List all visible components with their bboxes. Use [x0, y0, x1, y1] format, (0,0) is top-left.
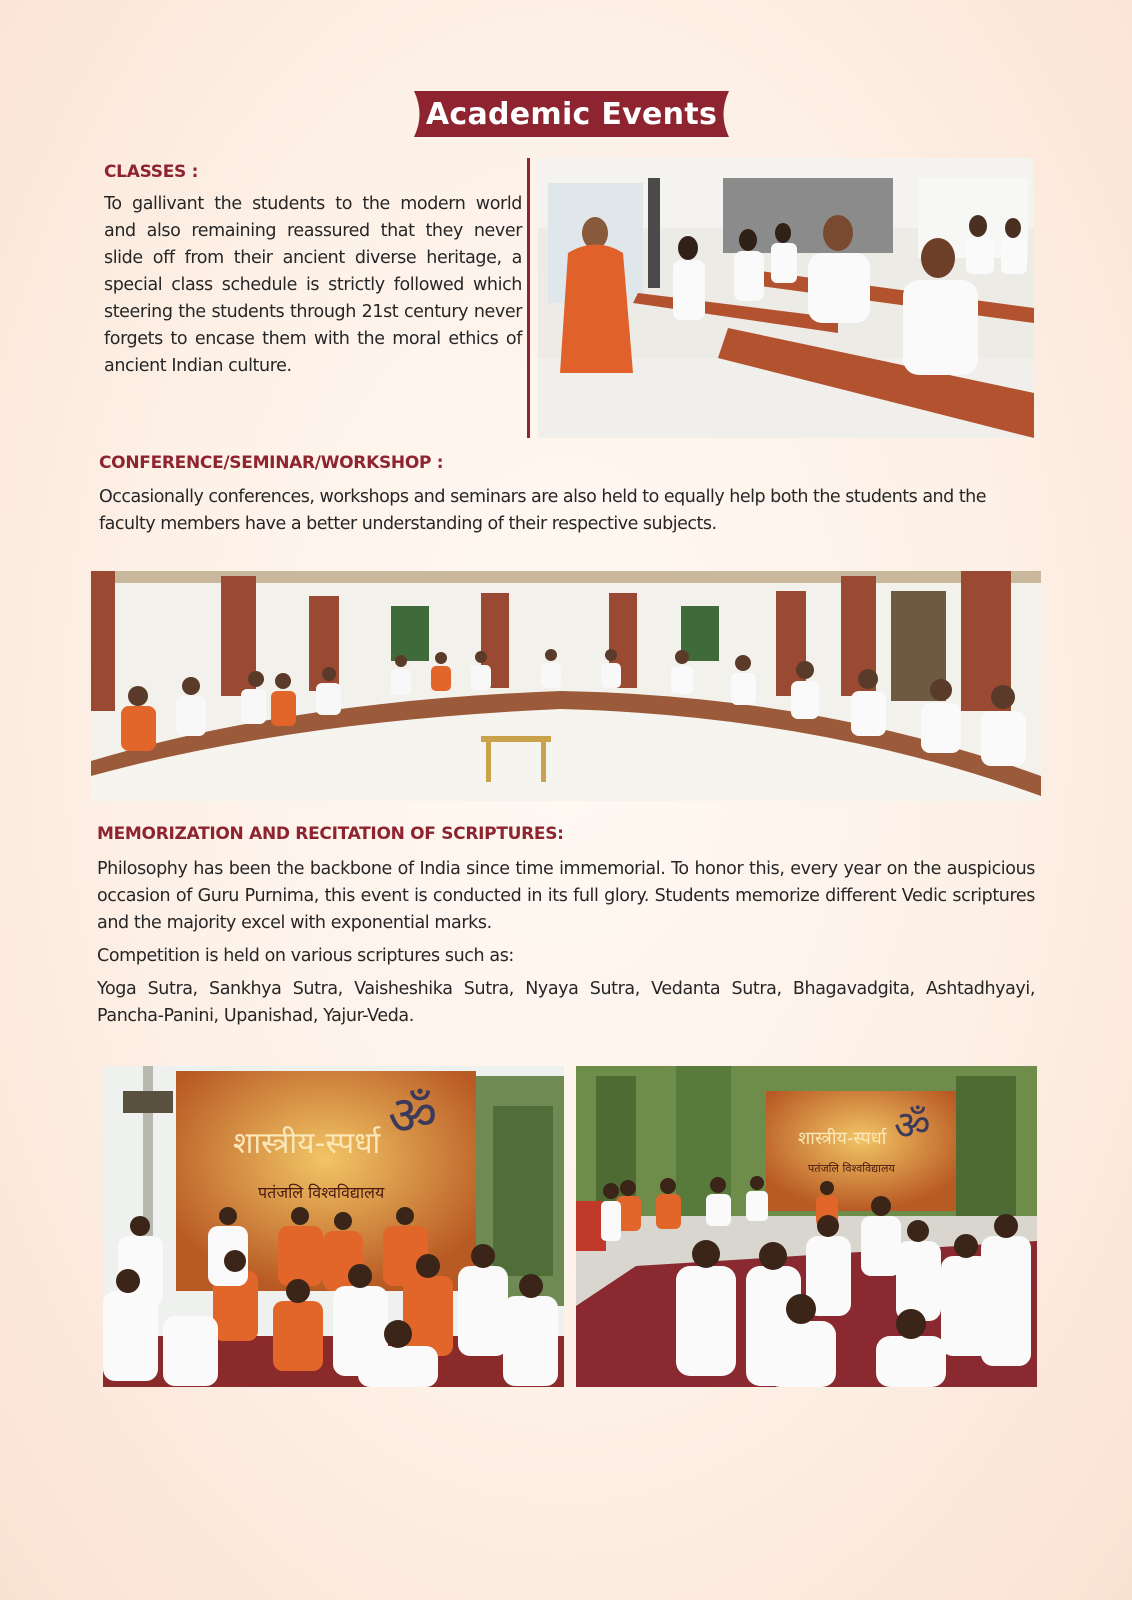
classes-heading: CLASSES :	[104, 162, 199, 182]
banner-hindi-university-right: पतंजलि विश्वविद्यालय	[808, 1162, 895, 1175]
memorization-heading: MEMORIZATION AND RECITATION OF SCRIPTURES:	[97, 824, 564, 844]
recitation-photo-right	[576, 1066, 1037, 1387]
om-symbol-left: ॐ	[388, 1084, 438, 1147]
banner-hindi-title-right: शास्त्रीय-स्पर्धा	[798, 1128, 887, 1149]
conference-heading: CONFERENCE/SEMINAR/WORKSHOP :	[99, 453, 444, 473]
recitation-photo-left	[103, 1066, 564, 1387]
banner-hindi-university-left: पतंजलि विश्वविद्यालय	[258, 1183, 385, 1202]
scriptures-list: Yoga Sutra, Sankhya Sutra, Vaisheshika Sutra, Nyaya Sutra, Vedanta Sutra, Bhagavadgita, Ashtadhyayi, Pancha-Panini, Upanishad, Yajur-Veda.	[97, 979, 1035, 1026]
conference-hall-photo	[91, 571, 1041, 801]
section-divider-line	[527, 158, 530, 438]
competition-text: Competition is held on various scriptures such as:	[97, 946, 514, 966]
om-symbol-right: ॐ	[894, 1103, 931, 1149]
classroom-photo	[538, 158, 1034, 438]
title-banner	[400, 91, 743, 137]
memorization-text: Philosophy has been the backbone of India since time immemorial. To honor this, every year on the auspicious occasion of Guru Purnima, this event is conducted in its full glory. Students memorize different Vedic scriptures and the majority excel with exponential marks.	[97, 859, 1035, 933]
conference-text: Occasionally conferences, workshops and seminars are also held to equally help both the students and the faculty members have a better understanding of their respective subjects.	[99, 487, 987, 534]
banner-hindi-title-left: शास्त्रीय-स्पर्धा	[233, 1126, 381, 1161]
classes-text: To gallivant the students to the modern world and also remaining reassured that they never slide off from their ancient diverse heritage, a special class schedule is strictly followed which steering the students through 21st century never forgets to encase them with the moral ethics of ancient Indian culture.	[104, 194, 522, 376]
page-title: Academic Events	[425, 96, 718, 132]
